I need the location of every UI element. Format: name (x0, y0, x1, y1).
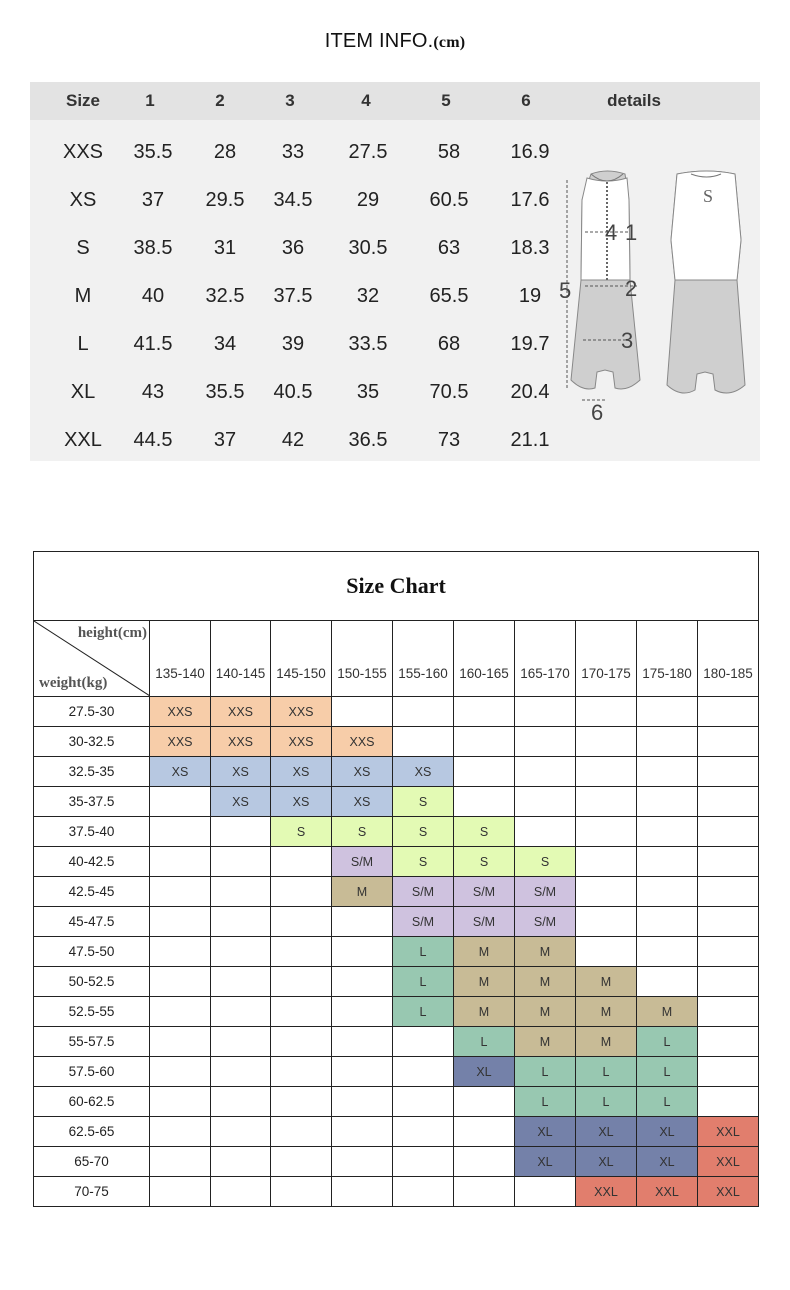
empty-cell (393, 727, 454, 757)
weight-row-label: 50-52.5 (34, 967, 150, 997)
size-cell: L (393, 967, 454, 997)
size-cell: L (576, 1087, 637, 1117)
empty-cell (150, 787, 211, 817)
size-cell: XXS (211, 727, 271, 757)
item-info-value-cell: 19 (518, 285, 542, 307)
empty-cell (698, 907, 759, 937)
item-info-value-cell: 20.4 (510, 381, 550, 403)
empty-cell (454, 697, 515, 727)
height-column-header: 140-145 (211, 621, 271, 697)
empty-cell (150, 817, 211, 847)
item-info-row (30, 368, 550, 416)
size-cell: L (393, 997, 454, 1027)
item-info-value-cell: 30.5 (348, 237, 388, 259)
empty-cell (454, 787, 515, 817)
item-info-header-col-6: 6 (521, 91, 531, 110)
empty-cell (698, 877, 759, 907)
empty-cell (576, 847, 637, 877)
size-chart-row (34, 1057, 759, 1087)
size-cell: M (576, 1027, 637, 1057)
size-chart-row (34, 1177, 759, 1207)
size-chart-table (33, 551, 759, 1207)
empty-cell (393, 697, 454, 727)
empty-cell (211, 1027, 271, 1057)
weight-row-label: 55-57.5 (34, 1027, 150, 1057)
empty-cell (332, 907, 393, 937)
weight-row-label: 60-62.5 (34, 1087, 150, 1117)
size-cell: L (515, 1057, 576, 1087)
item-info-row (30, 128, 550, 176)
size-cell: M (454, 937, 515, 967)
item-info-row (30, 224, 550, 272)
empty-cell (332, 1057, 393, 1087)
item-info-size-cell: L (77, 333, 89, 355)
size-cell: M (515, 967, 576, 997)
size-cell: XXS (332, 727, 393, 757)
empty-cell (150, 877, 211, 907)
weight-row-label: 32.5-35 (34, 757, 150, 787)
size-chart-title: Size Chart (34, 552, 759, 621)
empty-cell (150, 1177, 211, 1207)
item-info-title-text: ITEM INFO. (324, 30, 434, 52)
size-chart-row (34, 757, 759, 787)
empty-cell (271, 997, 332, 1027)
item-info-size-cell: S (76, 237, 90, 259)
empty-cell (515, 817, 576, 847)
empty-cell (454, 1117, 515, 1147)
measure-label-2: 2 (625, 276, 638, 301)
size-cell: XS (150, 757, 211, 787)
empty-cell (332, 1177, 393, 1207)
size-cell: XS (332, 757, 393, 787)
empty-cell (576, 907, 637, 937)
empty-cell (698, 727, 759, 757)
item-info-row (30, 416, 550, 464)
item-info-value-cell: 36 (281, 237, 305, 259)
item-info-value-cell: 44.5 (133, 429, 173, 451)
empty-cell (698, 937, 759, 967)
size-cell: L (637, 1087, 698, 1117)
empty-cell (150, 997, 211, 1027)
empty-cell (150, 937, 211, 967)
height-column-header: 135-140 (150, 621, 211, 697)
empty-cell (211, 817, 271, 847)
item-info-header-col-2: 2 (215, 91, 225, 110)
item-info-header-size: Size (65, 91, 101, 110)
item-info-value-cell: 32.5 (205, 285, 245, 307)
size-cell: S/M (515, 907, 576, 937)
empty-cell (698, 847, 759, 877)
height-column-header: 155-160 (393, 621, 454, 697)
empty-cell (332, 997, 393, 1027)
item-info-header-row (30, 82, 760, 120)
empty-cell (698, 757, 759, 787)
empty-cell (698, 697, 759, 727)
garment-back-letter: S (703, 186, 714, 206)
empty-cell (698, 1087, 759, 1117)
empty-cell (271, 1087, 332, 1117)
size-chart-row (34, 847, 759, 877)
empty-cell (150, 847, 211, 877)
empty-cell (211, 847, 271, 877)
size-cell: XS (393, 757, 454, 787)
empty-cell (698, 817, 759, 847)
empty-cell (271, 1117, 332, 1147)
size-cell: S/M (515, 877, 576, 907)
size-cell: XS (271, 787, 332, 817)
size-cell: L (515, 1087, 576, 1117)
size-cell: S/M (393, 907, 454, 937)
weight-row-label: 40-42.5 (34, 847, 150, 877)
size-cell: XXL (576, 1177, 637, 1207)
weight-row-label: 62.5-65 (34, 1117, 150, 1147)
empty-cell (393, 1027, 454, 1057)
item-info-value-cell: 41.5 (133, 333, 173, 355)
item-info-value-cell: 35 (356, 381, 380, 403)
measure-label-6: 6 (591, 400, 604, 425)
size-cell: S (393, 847, 454, 877)
empty-cell (271, 1177, 332, 1207)
size-cell: S (393, 787, 454, 817)
size-cell: XXL (698, 1147, 759, 1177)
empty-cell (515, 697, 576, 727)
size-chart-row (34, 817, 759, 847)
empty-cell (211, 877, 271, 907)
height-column-header: 160-165 (454, 621, 515, 697)
empty-cell (211, 1177, 271, 1207)
height-column-header: 165-170 (515, 621, 576, 697)
empty-cell (211, 1117, 271, 1147)
height-column-header: 175-180 (637, 621, 698, 697)
item-info-value-cell: 73 (437, 429, 461, 451)
item-info-value-cell: 35.5 (205, 381, 245, 403)
size-cell: XL (454, 1057, 515, 1087)
size-cell: XL (515, 1117, 576, 1147)
size-chart-row (34, 727, 759, 757)
size-cell: XXL (637, 1177, 698, 1207)
weight-row-label: 35-37.5 (34, 787, 150, 817)
item-info-value-cell: 33.5 (348, 333, 388, 355)
size-cell: XS (211, 757, 271, 787)
item-info-size-cell: XXS (62, 141, 104, 163)
item-info-header-col-5: 5 (441, 91, 451, 110)
size-cell: XS (332, 787, 393, 817)
item-info-value-cell: 58 (437, 141, 461, 163)
empty-cell (698, 967, 759, 997)
empty-cell (454, 1087, 515, 1117)
size-cell: M (332, 877, 393, 907)
height-header-row (34, 621, 759, 697)
empty-cell (576, 727, 637, 757)
empty-cell (393, 1147, 454, 1177)
item-info-value-cell: 17.6 (510, 189, 550, 211)
garment-measurement-diagram (545, 160, 750, 430)
size-cell: XXS (150, 727, 211, 757)
size-chart-row (34, 997, 759, 1027)
item-info-value-cell: 36.5 (348, 429, 388, 451)
item-info-value-cell: 60.5 (429, 189, 469, 211)
size-cell: S (515, 847, 576, 877)
size-cell: S/M (454, 907, 515, 937)
empty-cell (211, 997, 271, 1027)
size-cell: S/M (454, 877, 515, 907)
measure-label-1: 1 (625, 220, 638, 245)
empty-cell (332, 1087, 393, 1117)
empty-cell (332, 1117, 393, 1147)
empty-cell (454, 1177, 515, 1207)
empty-cell (211, 1147, 271, 1177)
item-info-value-cell: 19.7 (510, 333, 550, 355)
item-info-header-col-4: 4 (361, 91, 371, 110)
empty-cell (211, 967, 271, 997)
item-info-size-cell: XS (69, 189, 97, 211)
empty-cell (271, 1057, 332, 1087)
size-cell: XS (211, 787, 271, 817)
item-info-value-cell: 40 (141, 285, 165, 307)
height-column-header: 180-185 (698, 621, 759, 697)
weight-row-label: 57.5-60 (34, 1057, 150, 1087)
weight-row-label: 27.5-30 (34, 697, 150, 727)
item-info-size-cell: M (74, 285, 92, 307)
size-cell: M (454, 997, 515, 1027)
size-chart-row (34, 877, 759, 907)
empty-cell (271, 1027, 332, 1057)
empty-cell (271, 847, 332, 877)
item-info-value-cell: 18.3 (510, 237, 550, 259)
size-chart-corner-cell (34, 621, 150, 697)
size-chart-row (34, 1087, 759, 1117)
item-info-row (30, 320, 550, 368)
empty-cell (576, 877, 637, 907)
item-info-size-cell: XXL (64, 429, 102, 451)
item-info-value-cell: 43 (141, 381, 165, 403)
empty-cell (576, 817, 637, 847)
size-cell: XL (637, 1147, 698, 1177)
size-chart-row (34, 1147, 759, 1177)
weight-row-label: 70-75 (34, 1177, 150, 1207)
empty-cell (332, 937, 393, 967)
height-axis-label: height(cm) (77, 625, 147, 641)
item-info-value-cell: 29.5 (205, 189, 245, 211)
item-info-value-cell: 34.5 (273, 189, 313, 211)
measure-label-4: 4 (605, 220, 618, 245)
empty-cell (271, 937, 332, 967)
weight-axis-label: weight(kg) (39, 675, 108, 691)
item-info-value-cell: 40.5 (273, 381, 313, 403)
measure-label-5: 5 (559, 278, 572, 303)
empty-cell (637, 937, 698, 967)
empty-cell (698, 787, 759, 817)
size-cell: XS (271, 757, 332, 787)
size-cell: M (576, 967, 637, 997)
measure-label-3: 3 (621, 328, 634, 353)
size-cell: XXL (698, 1177, 759, 1207)
size-chart-row (34, 967, 759, 997)
empty-cell (454, 727, 515, 757)
height-column-header: 145-150 (271, 621, 332, 697)
height-column-header: 170-175 (576, 621, 637, 697)
size-cell: XXS (271, 727, 332, 757)
item-info-value-cell: 37 (213, 429, 237, 451)
item-info-value-cell: 33 (281, 141, 305, 163)
empty-cell (576, 757, 637, 787)
empty-cell (332, 967, 393, 997)
size-chart-row (34, 787, 759, 817)
empty-cell (271, 967, 332, 997)
empty-cell (515, 787, 576, 817)
empty-cell (637, 787, 698, 817)
empty-cell (393, 1177, 454, 1207)
empty-cell (637, 817, 698, 847)
item-info-value-cell: 32 (356, 285, 380, 307)
size-cell: L (393, 937, 454, 967)
weight-row-label: 42.5-45 (34, 877, 150, 907)
item-info-value-cell: 29 (356, 189, 380, 211)
size-cell: XL (515, 1147, 576, 1177)
size-cell: M (637, 997, 698, 1027)
item-info-value-cell: 16.9 (510, 141, 550, 163)
empty-cell (393, 1087, 454, 1117)
size-cell: S/M (393, 877, 454, 907)
empty-cell (454, 1147, 515, 1177)
weight-row-label: 65-70 (34, 1147, 150, 1177)
empty-cell (637, 967, 698, 997)
empty-cell (150, 1057, 211, 1087)
size-chart-row (34, 1117, 759, 1147)
item-info-value-cell: 35.5 (133, 141, 173, 163)
item-info-unit: (cm) (433, 34, 466, 51)
item-info-value-cell: 37.5 (273, 285, 313, 307)
empty-cell (637, 877, 698, 907)
size-cell: S/M (332, 847, 393, 877)
empty-cell (211, 937, 271, 967)
size-chart-row (34, 697, 759, 727)
size-cell: XXS (211, 697, 271, 727)
item-info-header-col-3: 3 (285, 91, 295, 110)
item-info-value-cell: 65.5 (429, 285, 469, 307)
size-cell: S (454, 847, 515, 877)
item-info-value-cell: 27.5 (348, 141, 388, 163)
size-cell: XL (637, 1117, 698, 1147)
empty-cell (637, 907, 698, 937)
item-info-value-cell: 42 (281, 429, 305, 451)
empty-cell (150, 967, 211, 997)
item-info-header-details: details (607, 91, 661, 110)
empty-cell (150, 1027, 211, 1057)
empty-cell (211, 1087, 271, 1117)
item-info-value-cell: 68 (437, 333, 461, 355)
item-info-value-cell: 39 (281, 333, 305, 355)
item-info-title (0, 30, 790, 53)
size-cell: M (576, 997, 637, 1027)
size-cell: L (454, 1027, 515, 1057)
empty-cell (393, 1057, 454, 1087)
empty-cell (150, 1087, 211, 1117)
size-cell: XXS (271, 697, 332, 727)
empty-cell (454, 757, 515, 787)
empty-cell (150, 907, 211, 937)
empty-cell (332, 1147, 393, 1177)
empty-cell (150, 1117, 211, 1147)
empty-cell (515, 727, 576, 757)
weight-row-label: 30-32.5 (34, 727, 150, 757)
size-cell: L (637, 1057, 698, 1087)
item-info-value-cell: 70.5 (429, 381, 469, 403)
size-chart-row (34, 937, 759, 967)
empty-cell (698, 1027, 759, 1057)
size-cell: XL (576, 1117, 637, 1147)
size-cell: XXL (698, 1117, 759, 1147)
empty-cell (150, 1147, 211, 1177)
empty-cell (211, 907, 271, 937)
size-chart-row (34, 907, 759, 937)
empty-cell (698, 997, 759, 1027)
empty-cell (576, 697, 637, 727)
empty-cell (332, 697, 393, 727)
item-info-value-cell: 21.1 (510, 429, 550, 451)
size-cell: XL (576, 1147, 637, 1177)
size-cell: S (332, 817, 393, 847)
weight-row-label: 45-47.5 (34, 907, 150, 937)
item-info-value-cell: 34 (213, 333, 237, 355)
empty-cell (271, 907, 332, 937)
empty-cell (637, 697, 698, 727)
weight-row-label: 37.5-40 (34, 817, 150, 847)
size-cell: M (515, 997, 576, 1027)
empty-cell (271, 877, 332, 907)
item-info-value-cell: 38.5 (133, 237, 173, 259)
size-chart-row (34, 1027, 759, 1057)
empty-cell (393, 1117, 454, 1147)
empty-cell (515, 1177, 576, 1207)
item-info-row (30, 176, 550, 224)
empty-cell (211, 1057, 271, 1087)
size-cell: S (393, 817, 454, 847)
size-cell: M (515, 1027, 576, 1057)
empty-cell (637, 757, 698, 787)
item-info-header-col-1: 1 (145, 91, 155, 110)
size-cell: L (576, 1057, 637, 1087)
item-info-value-cell: 31 (213, 237, 237, 259)
item-info-value-cell: 63 (437, 237, 461, 259)
empty-cell (271, 1147, 332, 1177)
item-info-value-cell: 37 (141, 189, 165, 211)
empty-cell (698, 1057, 759, 1087)
item-info-row (30, 272, 550, 320)
size-cell: S (271, 817, 332, 847)
empty-cell (515, 757, 576, 787)
size-cell: S (454, 817, 515, 847)
weight-row-label: 47.5-50 (34, 937, 150, 967)
empty-cell (637, 727, 698, 757)
size-cell: L (637, 1027, 698, 1057)
size-cell: M (515, 937, 576, 967)
height-column-header: 150-155 (332, 621, 393, 697)
empty-cell (576, 787, 637, 817)
size-cell: M (454, 967, 515, 997)
empty-cell (332, 1027, 393, 1057)
empty-cell (576, 937, 637, 967)
empty-cell (637, 847, 698, 877)
size-cell: XXS (150, 697, 211, 727)
weight-row-label: 52.5-55 (34, 997, 150, 1027)
item-info-value-cell: 28 (213, 141, 237, 163)
item-info-size-cell: XL (70, 381, 96, 403)
